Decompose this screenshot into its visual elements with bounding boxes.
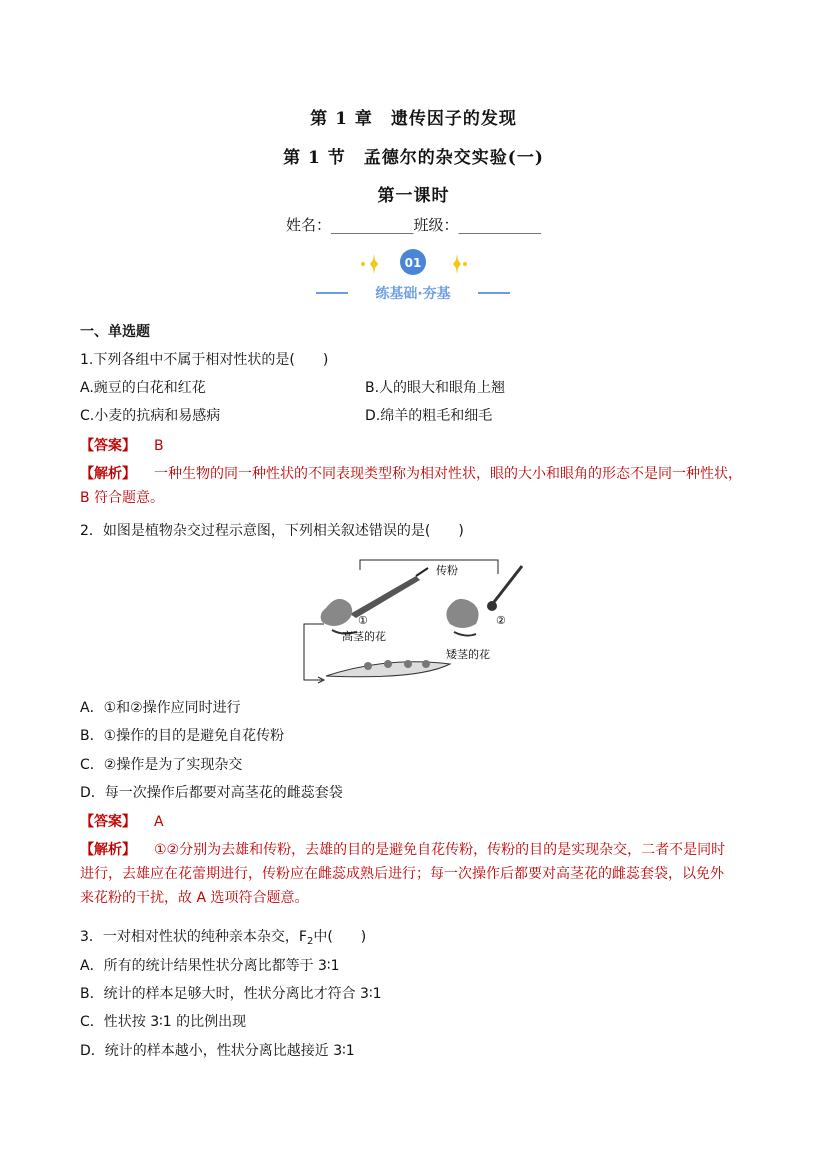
mark-1: ① <box>358 614 368 627</box>
tweezers-icon <box>350 576 420 618</box>
section-badge <box>300 246 527 306</box>
name-blank[interactable]: ___________ <box>331 216 414 234</box>
badge-caption: 练基础·夯基 <box>375 286 451 302</box>
q2-option-c[interactable]: C．②操作是为了实现杂交 <box>80 757 243 773</box>
mark-2: ② <box>496 614 506 627</box>
answer-tag: 【答案】 <box>80 814 136 830</box>
section-title: 一、单选题 <box>80 324 150 340</box>
q3-option-b[interactable]: B．统计的样本足够大时，性状分离比才符合 3∶1 <box>80 986 382 1002</box>
q3-option-a[interactable]: A．所有的统计结果性状分离比都等于 3∶1 <box>80 958 340 974</box>
q1-answer <box>80 434 164 458</box>
lesson-title: 第一课时 <box>377 186 450 206</box>
q2-option-b[interactable]: B．①操作的目的是避免自花传粉 <box>80 728 285 744</box>
answer-tag: 【答案】 <box>80 438 136 454</box>
label-tall-flower: 高茎的花 <box>342 630 386 643</box>
q2-option-d[interactable]: D．每一次操作后都要对高茎花的雌蕊套袋 <box>80 785 343 801</box>
q3-option-d[interactable]: D．统计的样本越小，性状分离比越接近 3∶1 <box>80 1043 355 1059</box>
pollination-figure <box>298 552 534 684</box>
q3-option-c[interactable]: C．性状按 3∶1 的比例出现 <box>80 1014 247 1030</box>
section-heading: 第 1 节 孟德尔的杂交实验(一) <box>283 148 544 168</box>
q1-option-b[interactable]: B.人的眼大和眼角上翘 <box>365 380 506 396</box>
class-blank[interactable]: ___________ <box>458 216 542 234</box>
label-short-flower: 矮茎的花 <box>446 648 490 661</box>
chapter-title: 第 1 章 遗传因子的发现 <box>310 109 517 129</box>
q1-option-d[interactable]: D.绵羊的粗毛和细毛 <box>365 408 493 424</box>
analysis-tag: 【解析】 <box>80 842 136 858</box>
star-icon <box>370 254 378 274</box>
name-class-line <box>0 214 827 235</box>
q1-analysis: 【解析】 一种生物的同一种性状的不同表现类型称为相对性状，眼的大小和眼角的形态不是同一种性状， B 符合题意。 <box>80 466 742 506</box>
name-label: 姓名： <box>285 216 331 234</box>
q2-option-a[interactable]: A．①和②操作应同时进行 <box>80 700 241 716</box>
q3-stem: 3．一对相对性状的纯种亲本杂交，$F_2$中( ) <box>80 929 367 947</box>
q2-stem: 2．如图是植物杂交过程示意图，下列相关叙述错误的是( ) <box>80 523 464 539</box>
short-flower-icon <box>446 599 478 628</box>
analysis-tag: 【解析】 <box>80 466 136 482</box>
tall-flower-icon <box>321 599 353 626</box>
q2-analysis: 【解析】 ①②分别为去雄和传粉，去雄的目的是避免自花传粉，传粉的目的是实现杂交，二者不是同时 进行，去雄应在花蕾期进行，传粉应在雌蕊成熟后进行；每一次操作后都要对高茎花的雌蕊套袋，以免外 来花粉的干扰，故 A 选项符合题意。 <box>80 842 726 906</box>
answer-value: A <box>154 814 164 830</box>
class-label: 班级： <box>413 216 459 234</box>
badge-number: 01 <box>404 256 422 270</box>
label-pollinate: 传粉 <box>436 564 458 577</box>
q2-answer <box>80 810 164 834</box>
answer-value: B <box>154 438 164 454</box>
q1-option-a[interactable]: A.豌豆的白花和红花 <box>80 380 206 396</box>
q1-option-c[interactable]: C.小麦的抗病和易感病 <box>80 408 221 424</box>
q1-stem: 1.下列各组中不属于相对性状的是( ) <box>80 352 329 368</box>
star-icon <box>453 254 461 274</box>
